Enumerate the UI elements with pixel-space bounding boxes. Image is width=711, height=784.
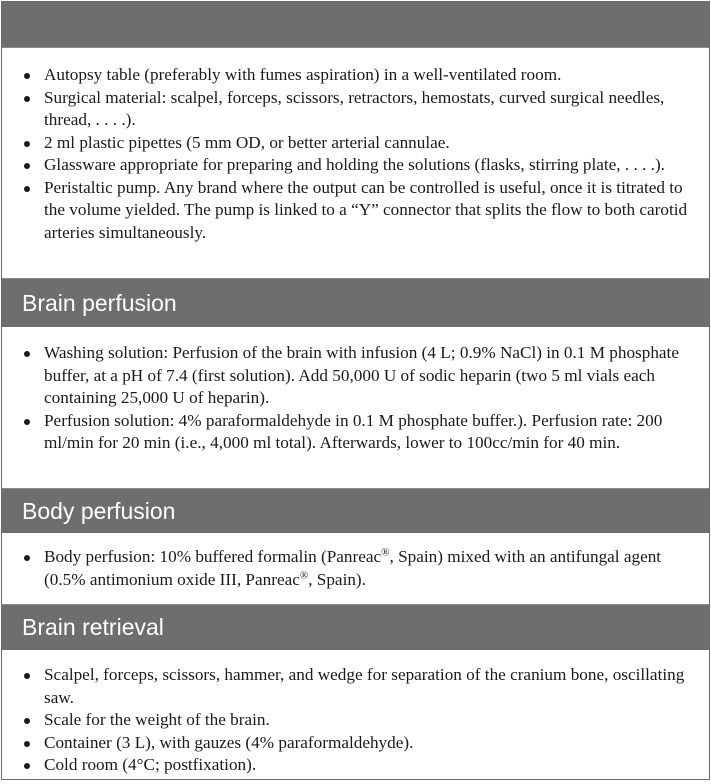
brain-perfusion-list	[2, 342, 709, 455]
bullet-icon	[24, 141, 30, 147]
brain-retrieval-list	[2, 664, 709, 777]
bullet-icon	[24, 555, 30, 561]
section-body-brain-retrieval	[2, 650, 709, 781]
list-item: Surgical material: scalpel, forceps, scissors, retractors, hemostats, curved surgical needles, thread, . . . .).	[2, 87, 709, 132]
list-item: 2 ml plastic pipettes (5 mm OD, or better arterial cannulae.	[2, 132, 709, 155]
section-title: Body perfusion	[22, 497, 176, 524]
registered-mark: ®	[381, 546, 390, 559]
bullet-icon	[24, 763, 30, 769]
bullet-icon	[24, 741, 30, 747]
bullet-icon	[24, 718, 30, 724]
bullet-icon	[24, 96, 30, 102]
list-item: Cold room (4°C; postfixation).	[2, 754, 709, 777]
section-header-brain-perfusion	[2, 279, 709, 327]
list-item: Peristaltic pump. Any brand where the output can be controlled is useful, once it is titrated to the volume yielded. The pump is linked to a “Y” connector that splits the flow to both carotid arteries simultaneously.	[2, 177, 709, 245]
section-body-materials	[2, 48, 709, 279]
bullet-icon	[24, 163, 30, 169]
list-item: Container (3 L), with gauzes (4% paraformaldehyde).	[2, 732, 709, 755]
list-item: Washing solution: Perfusion of the brain with infusion (4 L; 0.9% NaCl) in 0.1 M phosphate buffer, at a pH of 7.4 (first solution). Add 50,000 U of sodic heparin (two 5 ml vials each containing 25,000 U of heparin).	[2, 342, 709, 410]
list-item: Body perfusion: 10% buffered formalin (Panreac®, Spain) mixed with an antifungal agent (0.5% antimonium oxide III, Panreac®, Spain).	[2, 546, 709, 591]
bullet-icon	[24, 351, 30, 357]
section-header-body-perfusion	[2, 489, 709, 533]
list-item: Autopsy table (preferably with fumes aspiration) in a well-ventilated room.	[2, 64, 709, 87]
bullet-icon	[24, 419, 30, 425]
section-title: Brain perfusion	[22, 289, 177, 316]
section-header-brain-retrieval	[2, 605, 709, 650]
registered-mark: ®	[299, 568, 309, 581]
section-header-materials	[2, 2, 709, 48]
materials-table	[1, 1, 710, 780]
body-perfusion-list	[2, 546, 709, 591]
section-body-body-perfusion	[2, 533, 709, 605]
bullet-icon	[24, 186, 30, 192]
list-item: Glassware appropriate for preparing and holding the solutions (flasks, stirring plate, . . . .).	[2, 154, 709, 177]
list-item: Perfusion solution: 4% paraformaldehyde in 0.1 M phosphate buffer.). Perfusion rate: 200 ml/min for 20 min (i.e., 4,000 ml total). Afterwards, lower to 100cc/min for 40 min.	[2, 410, 709, 455]
section-body-brain-perfusion	[2, 327, 709, 489]
list-item: Scalpel, forceps, scissors, hammer, and wedge for separation of the cranium bone, oscillating saw.	[2, 664, 709, 709]
list-item: Scale for the weight of the brain.	[2, 709, 709, 732]
bullet-icon	[24, 673, 30, 679]
bullet-icon	[24, 73, 30, 79]
section-title: Brain retrieval	[22, 614, 164, 640]
materials-list	[2, 64, 709, 244]
